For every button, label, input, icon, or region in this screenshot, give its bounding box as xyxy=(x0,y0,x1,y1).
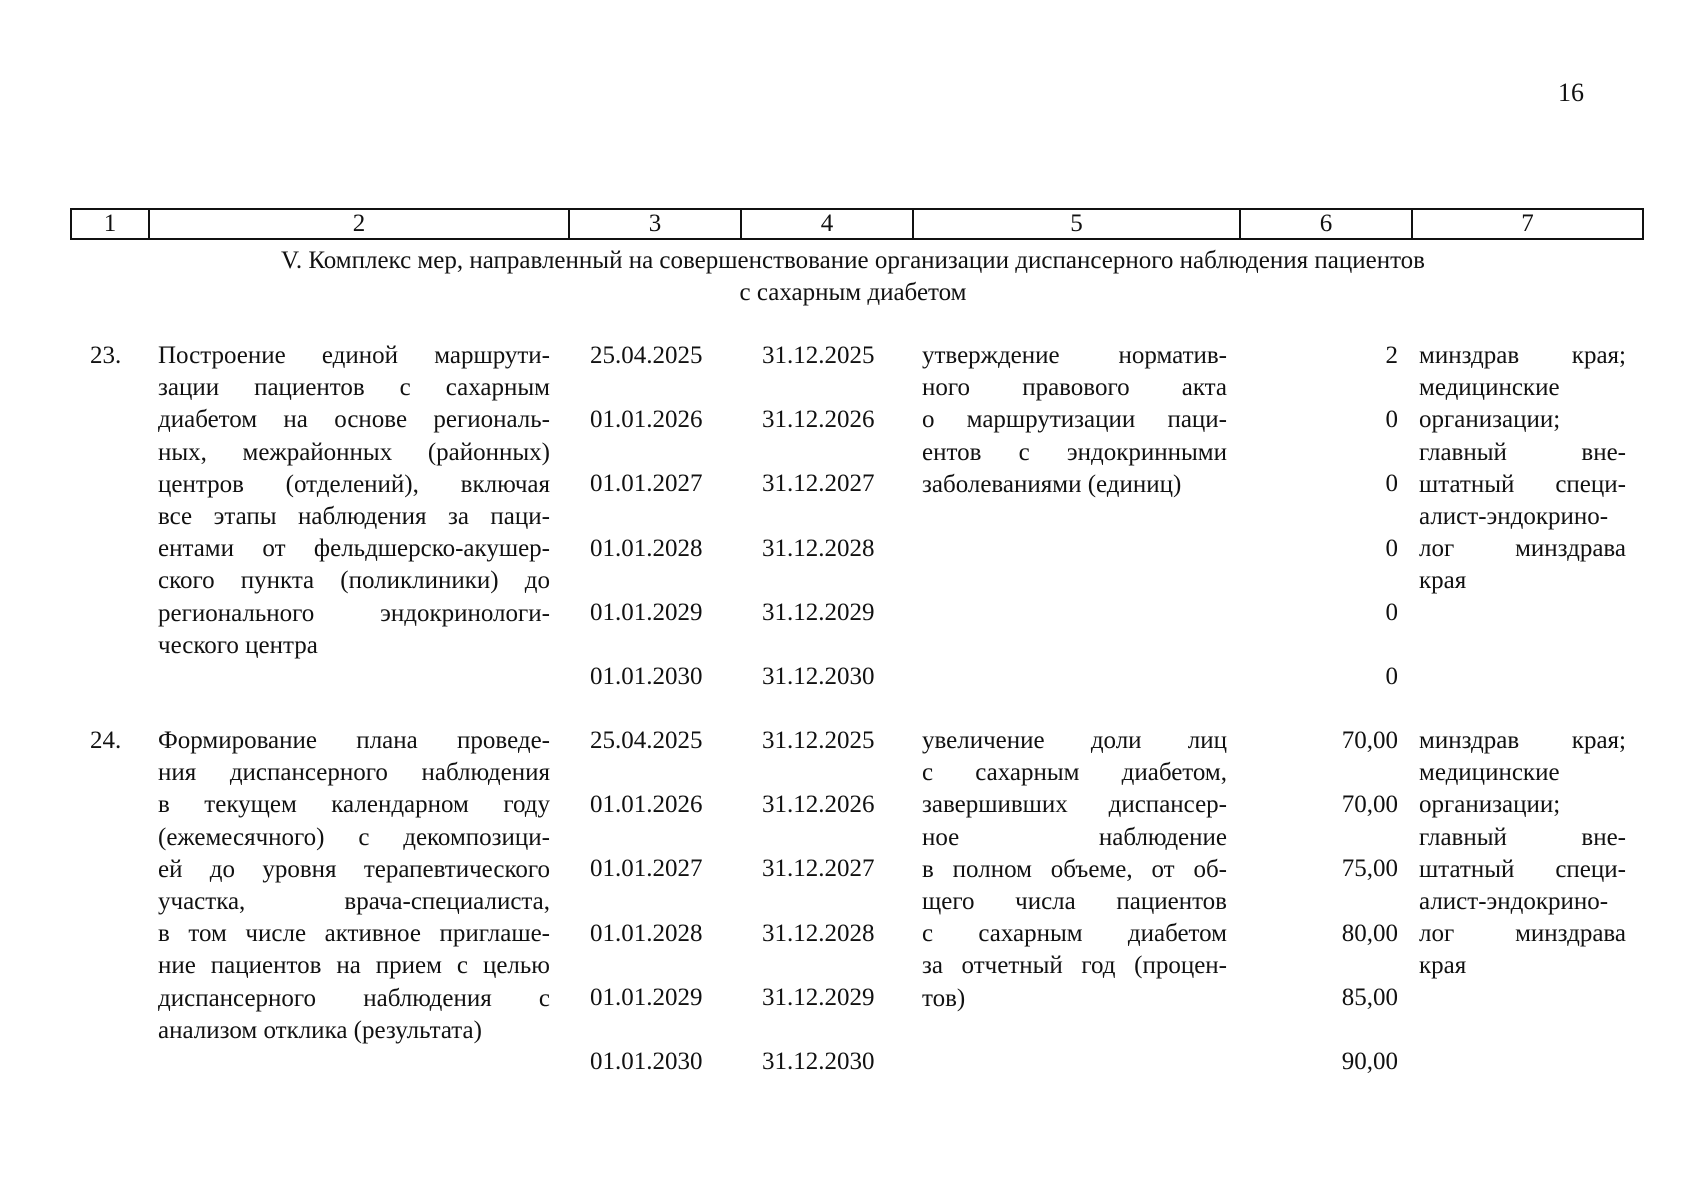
indicator-text-line: ное наблюдение xyxy=(922,823,1227,851)
indicator-value: 0 xyxy=(1385,598,1398,626)
indicator-value: 80,00 xyxy=(1341,919,1398,947)
measure-name-line: ния диспансерного наблюдения xyxy=(158,759,550,787)
indicator-text-line: утверждение норматив- xyxy=(922,342,1227,369)
measure-name-line: зации пациентов с сахарным xyxy=(158,374,550,402)
page-number: 16 xyxy=(1558,78,1584,107)
responsible-text-line: края xyxy=(1419,952,1467,980)
start-date: 25.04.2025 xyxy=(590,727,703,754)
end-date: 31.12.2030 xyxy=(762,663,875,690)
responsible-text-line: медицинские xyxy=(1419,759,1560,787)
period-row xyxy=(0,661,1688,693)
responsible-text-line: алист-эндокрино- xyxy=(1419,503,1609,531)
measure-name-line: центров (отделений), включая xyxy=(158,470,550,498)
end-date: 31.12.2025 xyxy=(762,342,875,369)
end-date: 31.12.2025 xyxy=(762,727,875,754)
indicator-value: 0 xyxy=(1385,406,1398,434)
indicator-value: 85,00 xyxy=(1341,983,1398,1011)
responsible-text-line: главный вне- xyxy=(1419,438,1626,466)
start-date: 01.01.2027 xyxy=(590,855,703,883)
indicator-value: 2 xyxy=(1385,342,1398,369)
column-number-cell: 6 xyxy=(1240,209,1412,239)
indicator-text-line: ентов с эндокринными xyxy=(922,438,1227,466)
end-date: 31.12.2027 xyxy=(762,470,875,498)
period-row xyxy=(0,340,1688,372)
indicator-value: 90,00 xyxy=(1341,1048,1398,1075)
start-date: 01.01.2029 xyxy=(590,983,703,1011)
section-title xyxy=(70,245,1636,309)
start-date: 01.01.2030 xyxy=(590,1048,703,1075)
row-number: 24. xyxy=(90,727,122,754)
indicator-text-line: в полном объеме, от об- xyxy=(922,855,1227,883)
responsible-text-line: алист-эндокрино- xyxy=(1419,888,1609,916)
measure-name-line: Формирование плана проведе- xyxy=(158,727,550,754)
start-date: 01.01.2030 xyxy=(590,663,703,690)
end-date: 31.12.2028 xyxy=(762,534,875,562)
measure-name-line: ческого центра xyxy=(158,631,318,659)
responsible-text-line: минздрав края; xyxy=(1419,727,1626,754)
end-date: 31.12.2029 xyxy=(762,598,875,626)
period-row xyxy=(0,725,1688,757)
indicator-value: 70,00 xyxy=(1341,727,1398,754)
measure-name-line: ных, межрайонных (районных) xyxy=(158,438,550,466)
column-number-cell: 4 xyxy=(741,209,913,239)
period-row xyxy=(0,789,1688,821)
measure-name-line: (ежемесячного) с декомпозици- xyxy=(158,823,550,851)
start-date: 01.01.2028 xyxy=(590,919,703,947)
period-row xyxy=(0,853,1688,885)
measure-name-line: регионального эндокринологи- xyxy=(158,599,550,627)
end-date: 31.12.2029 xyxy=(762,983,875,1011)
measure-name-line: в текущем календарном году xyxy=(158,791,550,819)
responsible-text-line: лог минздрава xyxy=(1419,535,1626,563)
responsible-text-line: штатный специ- xyxy=(1419,470,1626,498)
indicator-value: 0 xyxy=(1385,534,1398,562)
column-number-cell: 2 xyxy=(149,209,569,239)
responsible-text-line: организации; xyxy=(1419,791,1561,819)
indicator-text-line: за отчетный год (процен- xyxy=(922,952,1227,980)
indicator-text-line: с сахарным диабетом xyxy=(922,920,1227,948)
responsible-text-line: медицинские xyxy=(1419,374,1560,402)
responsible-text-line: края xyxy=(1419,567,1467,595)
measure-name-line: ние пациентов на прием с целью xyxy=(158,952,550,980)
indicator-value: 0 xyxy=(1385,470,1398,498)
start-date: 25.04.2025 xyxy=(590,342,703,369)
start-date: 01.01.2026 xyxy=(590,791,703,819)
indicator-text-line: о маршрутизации паци- xyxy=(922,406,1227,434)
measure-name-line: диабетом на основе региональ- xyxy=(158,406,550,434)
measure-name-line: анализом отклика (результата) xyxy=(158,1016,482,1044)
indicator-text-line: завершивших диспансер- xyxy=(922,791,1227,819)
start-date: 01.01.2029 xyxy=(590,598,703,626)
responsible-text-line: главный вне- xyxy=(1419,823,1626,851)
section-title-line: с сахарным диабетом xyxy=(739,279,967,306)
indicator-value: 0 xyxy=(1385,663,1398,690)
column-number-header xyxy=(70,208,1644,240)
measure-name-line: участка, врача-специалиста, xyxy=(158,888,550,916)
period-row xyxy=(0,468,1688,500)
indicator-value: 75,00 xyxy=(1341,855,1398,883)
end-date: 31.12.2026 xyxy=(762,406,875,434)
period-row xyxy=(0,597,1688,629)
end-date: 31.12.2026 xyxy=(762,791,875,819)
start-date: 01.01.2026 xyxy=(590,406,703,434)
period-row xyxy=(0,1046,1688,1078)
period-row xyxy=(0,404,1688,436)
column-number-cell: 5 xyxy=(913,209,1240,239)
row-number: 23. xyxy=(90,342,122,369)
indicator-text-line: с сахарным диабетом, xyxy=(922,759,1227,787)
column-number-cell: 7 xyxy=(1412,209,1643,239)
responsible-text-line: организации; xyxy=(1419,406,1561,434)
responsible-text-line: штатный специ- xyxy=(1419,855,1626,883)
measure-name-line: в том числе активное приглаше- xyxy=(158,920,550,948)
column-number-cell: 1 xyxy=(71,209,149,239)
section-title-line: V. Комплекс мер, направленный на совершенствование организации диспансерного наблюдения пациентов xyxy=(281,247,1425,274)
start-date: 01.01.2028 xyxy=(590,534,703,562)
measure-name-line: ского пункта (поликлиники) до xyxy=(158,567,550,595)
column-number-cell: 3 xyxy=(569,209,741,239)
measure-name-line: все этапы наблюдения за паци- xyxy=(158,503,550,531)
measure-name-line: ей до уровня терапевтического xyxy=(158,855,550,883)
end-date: 31.12.2028 xyxy=(762,919,875,947)
end-date: 31.12.2030 xyxy=(762,1048,875,1075)
measure-name-line: ентами от фельдшерско-акушер- xyxy=(158,535,550,563)
start-date: 01.01.2027 xyxy=(590,470,703,498)
period-row xyxy=(0,918,1688,950)
measure-name-line: Построение единой маршрути- xyxy=(158,342,550,369)
period-row xyxy=(0,982,1688,1014)
end-date: 31.12.2027 xyxy=(762,855,875,883)
period-row xyxy=(0,533,1688,565)
indicator-text-line: ного правового акта xyxy=(922,374,1227,402)
indicator-text-line: увеличение доли лиц xyxy=(922,727,1227,754)
indicator-value: 70,00 xyxy=(1341,791,1398,819)
responsible-text-line: минздрав края; xyxy=(1419,342,1626,369)
measure-name-line: диспансерного наблюдения с xyxy=(158,984,550,1012)
indicator-text-line: щего числа пациентов xyxy=(922,888,1227,916)
indicator-text-line: заболеваниями (единиц) xyxy=(922,470,1182,498)
indicator-text-line: тов) xyxy=(922,984,966,1012)
responsible-text-line: лог минздрава xyxy=(1419,920,1626,948)
